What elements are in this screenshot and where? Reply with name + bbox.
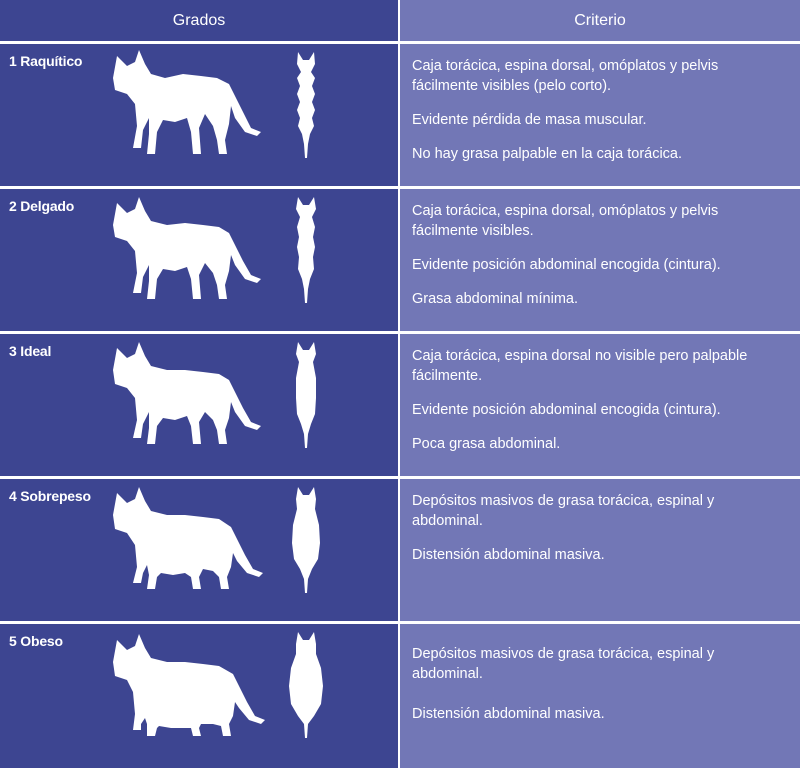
criteria-text: Evidente pérdida de masa muscular. bbox=[412, 112, 647, 128]
cat-side-silhouette-icon bbox=[105, 338, 265, 450]
grade-cell-4 bbox=[0, 479, 398, 621]
criteria-text: Caja torácica, espina dorsal, omóplatos y pelvis fácilmente visibles. bbox=[412, 203, 719, 239]
criteria-text: Caja torácica, espina dorsal no visible pero palpable fácilmente. bbox=[412, 348, 748, 384]
grade-label: 3 Ideal bbox=[9, 343, 52, 359]
grade-label: 1 Raquítico bbox=[9, 53, 83, 69]
grade-cell-3 bbox=[0, 334, 398, 476]
criteria-text: Caja torácica, espina dorsal, omóplatos y pelvis fácilmente visibles (pelo corto). bbox=[412, 58, 719, 94]
criteria-text: Evidente posición abdominal encogida (cintura). bbox=[412, 257, 721, 273]
criteria-text: Depósitos masivos de grasa torácica, espinal y abdominal. bbox=[412, 493, 715, 529]
cat-top-silhouette-icon bbox=[286, 628, 326, 740]
grade-label: 5 Obeso bbox=[9, 633, 63, 649]
cat-side-silhouette-icon bbox=[105, 48, 265, 160]
cat-side-silhouette-icon bbox=[105, 628, 265, 740]
grade-cell-5 bbox=[0, 624, 398, 768]
criteria-text: Grasa abdominal mínima. bbox=[412, 291, 579, 307]
cat-top-silhouette-icon bbox=[286, 338, 326, 450]
criteria-cell-1 bbox=[400, 44, 800, 186]
cat-side-silhouette-icon bbox=[105, 483, 265, 595]
cat-top-silhouette-icon bbox=[286, 483, 326, 595]
criteria-text: Evidente posición abdominal encogida (cintura). bbox=[412, 402, 721, 418]
criteria-text: Depósitos masivos de grasa torácica, espinal y abdominal. bbox=[412, 646, 715, 682]
grade-cell-2 bbox=[0, 189, 398, 331]
grade-cell-1 bbox=[0, 44, 398, 186]
criteria-text: Poca grasa abdominal. bbox=[412, 436, 561, 452]
header-criterio: Criterio bbox=[400, 0, 800, 41]
criteria-cell-2 bbox=[400, 189, 800, 331]
criteria-cell-4 bbox=[400, 479, 800, 621]
grade-label: 2 Delgado bbox=[9, 198, 75, 214]
criteria-text: No hay grasa palpable en la caja torácica. bbox=[412, 146, 683, 162]
criteria-text: Distensión abdominal masiva. bbox=[412, 706, 605, 722]
grade-label: 4 Sobrepeso bbox=[9, 488, 91, 504]
header-grados: Grados bbox=[0, 0, 398, 41]
criteria-text: Distensión abdominal masiva. bbox=[412, 547, 605, 563]
criteria-cell-5 bbox=[400, 624, 800, 768]
cat-top-silhouette-icon bbox=[286, 193, 326, 305]
criteria-cell-3 bbox=[400, 334, 800, 476]
cat-top-silhouette-icon bbox=[286, 48, 326, 160]
cat-side-silhouette-icon bbox=[105, 193, 265, 305]
